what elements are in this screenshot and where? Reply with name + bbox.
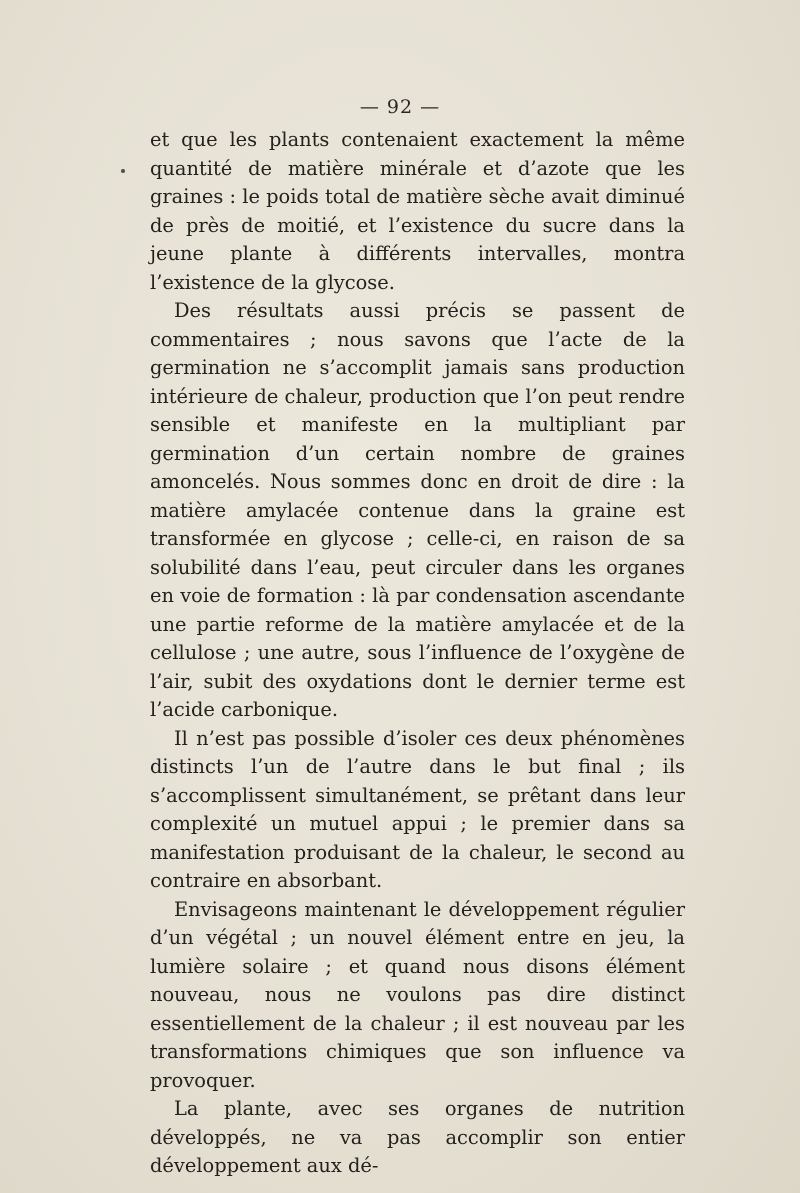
margin-mark <box>121 169 125 173</box>
page-number: — 92 — <box>359 96 441 118</box>
paragraph-3: Il n’est pas possible d’isoler ces deux phénomènes distincts l’un de l’autre dans le but final ; ils s’accomplissent simultanément, se prêtant dans leur complexité un mutuel appui ; le premier dans sa manifestation produisant de la chaleur, le second au contraire en absorbant. <box>150 726 685 892</box>
paragraph-1: et que les plants contenaient exactement la même quantité de matière minérale et d’azote que les graines : le poids total de matière sèche avait diminué de près de moitié, et l’existence du sucre dans la jeune plante à différents intervalles, montra l’existence de la glycose. <box>150 128 685 294</box>
paragraph-4: Envisageons maintenant le développement régulier d’un végétal ; un nouvel élément entre en jeu, la lumière solaire ; et quand nous disons élément nouveau, nous ne voulons pas dire distinct essentiellement de la chaleur ; il est nouveau par les transformations chimiques que son influence va provoquer. <box>150 897 685 1092</box>
paragraph-5: La plante, avec ses organes de nutrition développés, ne va pas accomplir son entier développement aux dé- <box>150 1097 685 1177</box>
page-body <box>150 126 685 1181</box>
paragraph-2: Des résultats aussi précis se passent de commentaires ; nous savons que l’acte de la germination ne s’accomplit jamais sans production intérieure de chaleur, production que l’on peut rendre sensible et manifeste en la multipliant par germination d’un certain nombre de graines amoncelés. Nous sommes donc en droit de dire : la matière amylacée contenue dans la graine est transformée en glycose ; celle-ci, en raison de sa solubilité dans l’eau, peut circuler dans les organes en voie de formation : là par condensation ascendante une partie reforme de la matière amylacée et de la cellulose ; une autre, sous l’influence de l’oxygène de l’air, subit des oxydations dont le dernier terme est l’acide carbonique. <box>150 299 685 721</box>
